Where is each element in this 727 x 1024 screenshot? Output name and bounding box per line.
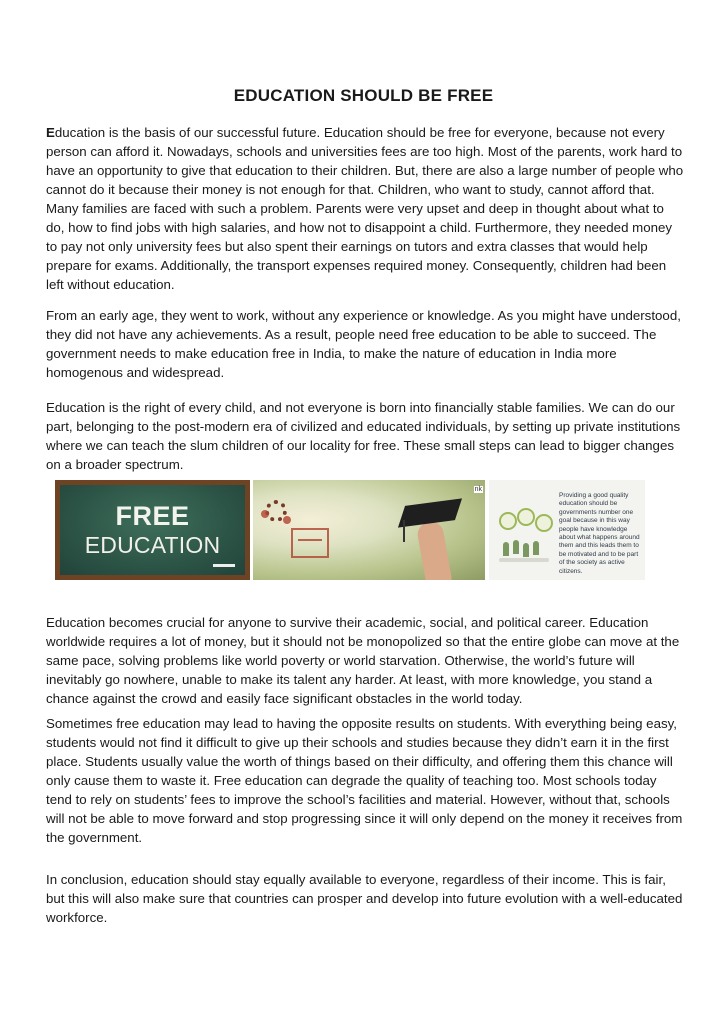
tassel [403,520,405,542]
chart-icon [291,528,329,558]
ground-line [499,558,549,562]
infographic-caption: Providing a good quality education should be governments number one goal because in this way people have knowledge about what happens around them and this leads them to be motivated and to be part of the society as active citizens. [559,492,640,575]
hand-illustration [416,520,452,580]
lightbulb-icon [535,514,553,532]
dropcap: E [46,125,55,140]
paragraph-6: In conclusion, education should stay equally available to everyone, regardless of their income. This is fair, but this will also make sure that countries can prosper and develop into future evolution with a well-educated workforce. [46,872,683,925]
person-icon [533,541,539,555]
paragraph-5: Sometimes free education may lead to having the opposite results on students. With everything being easy, students would not find it difficult to give up their schools and studies because they didn’t earn it in the first place. Students usually value the worth of things based on their difficulty, and offering them this chance will only cause them to waste it. Free education can degrade the quality of teaching too. Most schools today tend to rely on students’ fees to improve the school’s facilities and material. However, without that, schools will not be able to move forward and stop progressing since it will only depend on the money it receives from the government. [46,716,683,845]
chalk-stick [213,564,235,567]
dot-icon [261,510,269,518]
graduation-cap-icon [398,498,462,527]
dot-icon [283,516,291,524]
person-icon [503,542,509,556]
paragraph-2: From an early age, they went to work, without any experience or knowledge. As you might have understood, they did not have any achievements. As a result, people need free education to be able to succeed. The government needs to make education free in India, to make the nature of education in India more homogenous and widespread. [46,308,681,380]
chalkboard-line-1: FREE [115,501,190,531]
chalkboard-line-2: EDUCATION [84,532,221,558]
person-icon [523,543,529,557]
lightbulb-icon [499,512,517,530]
paragraph-1-text: ducation is the basis of our successful future. Education should be free for everyone, because not every person can afford it. Nowadays, schools and universities fees are too high. Most of the parents, work hard to have an opportunity to give that education to their children. But, there are also a large number of people who cannot do it because their money is not enough for that. Children, who want to study, cannot afford that. Many families are faced with such a problem. Parents were very upset and deep in thought about what to do, how to find jobs with high salaries, and how not to disappoint a child. Furthermore, they needed money to pay not only university fees but also spent their earnings on tutors and extra classes that would help prepare for exams. Additionally, the transport expenses required money. Consequently, children had been left without education. [46,125,684,292]
chalkboard [60,485,245,575]
page-title: EDUCATION SHOULD BE FREE [233,86,494,105]
paragraph-3: Education is the right of every child, and not everyone is born into financially stable families. We can do our part, belonging to the post-modern era of civilized and educated individuals, by setting up private institutions where we can teach the slum children of our locality for free. These small steps can lead to bigger changes on a broader spectrum. [46,400,681,472]
infographic-image [489,480,645,580]
image-corner-text: nk [474,486,482,493]
paragraph-4: Education becomes crucial for anyone to survive their academic, social, and political career. Education worldwide requires a lot of money, but it should not be monopolized so that the entire globe can move at the same pace, solving problems like world poverty or world starvation. Otherwise, the world’s future will inevitably go nowhere, unable to make its talent any harder. At least, with more knowledge, you stand a chance against the crowd and easily face significant obstacles in the world today. [46,615,680,706]
graduation-image [253,480,485,580]
chalkboard-image [55,480,250,580]
paragraph-1 [46,123,684,294]
image-row [55,480,645,580]
lightbulb-icon [517,508,535,526]
person-icon [513,540,519,554]
